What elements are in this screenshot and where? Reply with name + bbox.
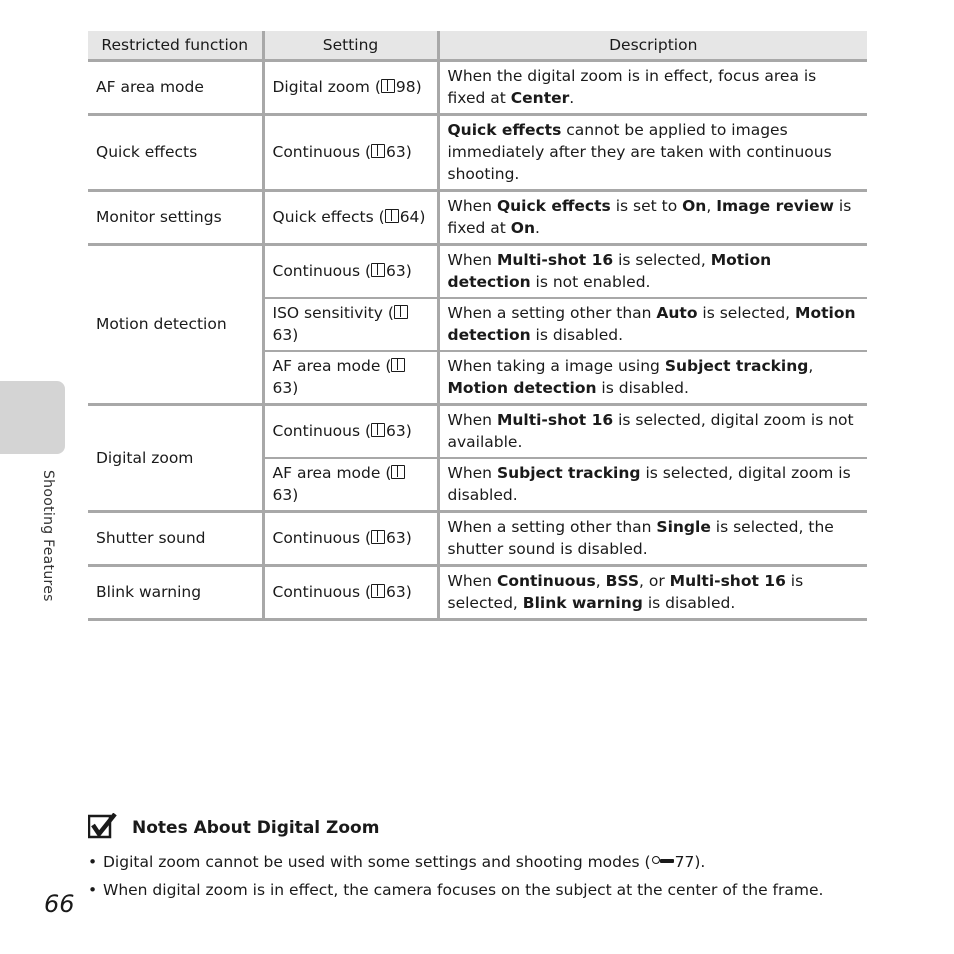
check-mark-icon (88, 813, 118, 839)
description-text: , (706, 197, 717, 215)
description-text: is not enabled. (530, 273, 651, 291)
description-text: is selected, digital zoom is not available. (447, 411, 854, 451)
header-description: Description (438, 31, 867, 61)
description-text: When (447, 411, 497, 429)
setting-cell (263, 245, 438, 299)
page-reference: 98) (395, 78, 422, 96)
page-reference: 63) (272, 486, 299, 504)
restrictions-table (88, 31, 867, 621)
restricted-function-cell: Shutter sound (88, 512, 263, 566)
restricted-function-cell: Quick effects (88, 115, 263, 191)
ref-open: ( (378, 208, 385, 226)
setting-name: Digital zoom (272, 78, 370, 96)
notes-list (88, 848, 888, 904)
description-cell (438, 512, 867, 566)
book-reference-icon (391, 465, 405, 479)
description-text: . (569, 89, 575, 107)
bold-term: Motion detection (447, 379, 597, 397)
table-row (88, 512, 867, 566)
description-text: is selected, the shutter sound is disabled. (447, 518, 834, 558)
description-text: is selected, (447, 572, 804, 612)
book-reference-icon (371, 584, 385, 598)
setting-cell (263, 405, 438, 459)
description-text: When (447, 572, 497, 590)
book-reference-icon (381, 79, 395, 93)
description-text: is disabled. (642, 594, 736, 612)
setting-name: Continuous (272, 262, 361, 280)
ref-open: ( (364, 583, 372, 601)
bold-term: Single (656, 518, 711, 536)
note-ref: 77). (674, 853, 706, 871)
description-text: When (447, 251, 497, 269)
page-reference: 63) (386, 262, 412, 280)
table-row (88, 245, 867, 299)
page-number: 66 (44, 890, 75, 918)
setting-cell (263, 351, 438, 405)
bold-term: Motion detection (447, 251, 772, 291)
book-reference-icon (371, 423, 385, 437)
ref-open: ( (364, 422, 372, 440)
page-reference: 64) (399, 208, 426, 226)
restricted-function-cell: Monitor settings (88, 191, 263, 245)
bold-term: Continuous (496, 572, 596, 590)
book-reference-icon (394, 305, 408, 319)
table-header-row (88, 31, 867, 61)
description-text: cannot be applied to images immediately after they are taken with continuous shooting. (447, 121, 832, 183)
setting-name: Quick effects (272, 208, 374, 226)
page-reference: 63) (386, 143, 412, 161)
header-setting: Setting (263, 31, 438, 61)
setting-name: AF area mode (272, 464, 381, 482)
bold-term: Motion detection (447, 304, 856, 344)
restricted-function-cell: Motion detection (88, 245, 263, 405)
table-row (88, 61, 867, 115)
bullet-icon: • (88, 853, 98, 871)
note-text: When digital zoom is in effect, the camera focuses on the subject at the center of the frame. (103, 881, 824, 899)
table-row (88, 566, 867, 620)
description-text: , or (639, 572, 670, 590)
ref-open: ( (364, 143, 372, 161)
note-text: Digital zoom cannot be used with some settings and shooting modes ( (103, 853, 651, 871)
ref-open: ( (364, 529, 372, 547)
table-row (88, 405, 867, 459)
description-cell (438, 405, 867, 459)
setting-name: ISO sensitivity (272, 304, 383, 322)
bold-term: Quick effects (496, 197, 611, 215)
ref-open: ( (385, 464, 392, 482)
bullet-icon: • (88, 881, 98, 899)
bold-term: Multi-shot 16 (669, 572, 786, 590)
description-text: is selected, digital zoom is disabled. (447, 464, 851, 504)
description-text: When (447, 197, 497, 215)
description-cell (438, 566, 867, 620)
table-body (88, 61, 867, 620)
chapter-tab (0, 381, 65, 454)
reference-section-icon (652, 856, 674, 866)
description-text: When a setting other than (447, 518, 657, 536)
table-row (88, 191, 867, 245)
restricted-function-cell: AF area mode (88, 61, 263, 115)
description-text: is fixed at (447, 197, 852, 237)
description-text: , (808, 357, 814, 375)
list-item (88, 848, 888, 876)
description-text: is selected, (613, 251, 711, 269)
setting-cell (263, 512, 438, 566)
bold-term: BSS (605, 572, 640, 590)
restricted-function-cell: Digital zoom (88, 405, 263, 512)
bold-term: Quick effects (447, 121, 562, 139)
setting-name: Continuous (272, 529, 361, 547)
header-restricted-function: Restricted function (88, 31, 263, 61)
bold-term: Subject tracking (496, 464, 641, 482)
description-cell (438, 245, 867, 299)
page-reference: 63) (272, 379, 299, 397)
description-text: is disabled. (530, 326, 624, 344)
page-reference: 63) (272, 326, 299, 344)
description-text: When a setting other than (447, 304, 657, 322)
page-reference: 63) (386, 583, 412, 601)
description-cell (438, 298, 867, 351)
setting-cell (263, 458, 438, 512)
description-cell (438, 61, 867, 115)
book-reference-icon (391, 358, 405, 372)
setting-cell (263, 191, 438, 245)
description-text: is selected, (697, 304, 796, 322)
bold-term: On (510, 219, 535, 237)
table-row (88, 115, 867, 191)
setting-name: Continuous (272, 583, 361, 601)
bold-term: Center (510, 89, 570, 107)
ref-open: ( (385, 357, 392, 375)
description-text: When the digital zoom is in effect, focus area is fixed at (447, 67, 817, 107)
chapter-label: Shooting Features (40, 470, 56, 602)
notes-title: Notes About Digital Zoom (132, 818, 380, 838)
description-text: is set to (610, 197, 683, 215)
description-cell (438, 351, 867, 405)
ref-open: ( (364, 262, 372, 280)
setting-cell (263, 115, 438, 191)
bold-term: Image review (716, 197, 834, 215)
book-reference-icon (371, 263, 385, 277)
setting-cell (263, 566, 438, 620)
list-item (88, 876, 888, 904)
description-cell (438, 115, 867, 191)
bold-term: Auto (656, 304, 698, 322)
book-reference-icon (371, 144, 385, 158)
setting-name: AF area mode (272, 357, 381, 375)
setting-cell (263, 298, 438, 351)
book-reference-icon (371, 530, 385, 544)
bold-term: Subject tracking (664, 357, 809, 375)
description-text: . (534, 219, 540, 237)
bold-term: Multi-shot 16 (496, 251, 614, 269)
page-reference: 63) (386, 529, 412, 547)
bold-term: On (682, 197, 707, 215)
description-text: When taking a image using (447, 357, 665, 375)
bold-term: Multi-shot 16 (496, 411, 614, 429)
page-reference: 63) (386, 422, 412, 440)
bold-term: Blink warning (522, 594, 643, 612)
setting-cell (263, 61, 438, 115)
ref-open: ( (387, 304, 394, 322)
description-cell (438, 458, 867, 512)
ref-open: ( (374, 78, 381, 96)
description-text: When (447, 464, 497, 482)
description-text: , (595, 572, 606, 590)
restricted-function-cell: Blink warning (88, 566, 263, 620)
description-text: is disabled. (596, 379, 689, 397)
book-reference-icon (385, 209, 399, 223)
setting-name: Continuous (272, 143, 361, 161)
description-cell (438, 191, 867, 245)
setting-name: Continuous (272, 422, 361, 440)
